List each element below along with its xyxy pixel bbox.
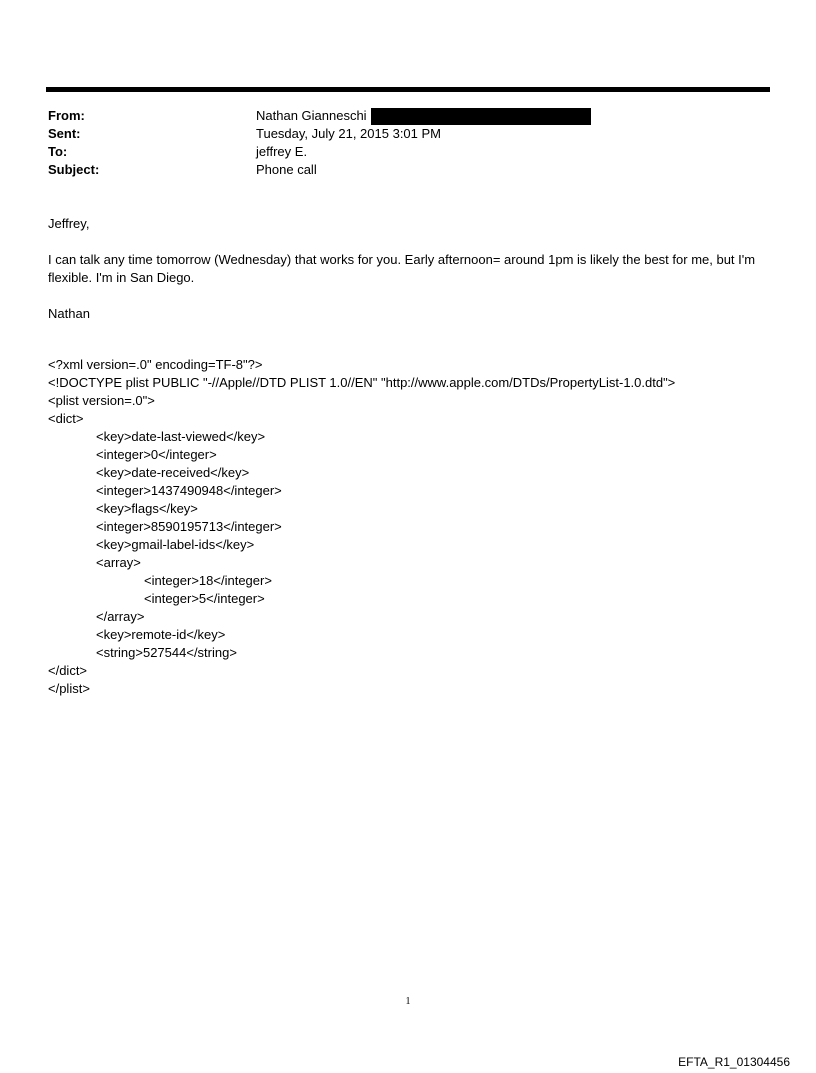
xml-line: <integer>5</integer> <box>144 591 265 606</box>
document-id: EFTA_R1_01304456 <box>678 1055 790 1069</box>
xml-line: <array> <box>96 555 141 570</box>
signature: Nathan <box>48 306 90 321</box>
email-header <box>48 107 591 179</box>
subject-row <box>48 161 591 179</box>
subject-value: Phone call <box>256 162 317 177</box>
sent-label: Sent: <box>48 126 81 141</box>
email-body <box>48 215 778 341</box>
xml-line: <dict> <box>48 411 84 426</box>
subject-label: Subject: <box>48 162 100 177</box>
sent-row <box>48 125 591 143</box>
xml-line: <?xml version=.0" encoding=TF-8"?> <box>48 357 263 372</box>
xml-line: <integer>18</integer> <box>144 573 272 588</box>
xml-line: </array> <box>96 609 145 624</box>
xml-line: <key>remote-id</key> <box>96 627 226 642</box>
to-row <box>48 143 591 161</box>
xml-line: <!DOCTYPE plist PUBLIC "-//Apple//DTD PLIST 1.0//EN" "http://www.apple.com/DTDs/PropertyList-1.0.dtd"> <box>48 375 676 390</box>
from-label: From: <box>48 108 85 123</box>
xml-line: <key>date-last-viewed</key> <box>96 429 266 444</box>
plist-xml-block <box>48 356 675 698</box>
sent-value: Tuesday, July 21, 2015 3:01 PM <box>256 126 441 141</box>
to-value: jeffrey E. <box>256 144 308 159</box>
page-number: 1 <box>405 996 411 1007</box>
xml-line: <integer>0</integer> <box>96 447 217 462</box>
xml-line: <key>flags</key> <box>96 501 198 516</box>
redaction-box <box>371 108 591 125</box>
xml-line: <key>date-received</key> <box>96 465 250 480</box>
xml-line: <integer>1437490948</integer> <box>96 483 282 498</box>
to-label: To: <box>48 144 68 159</box>
from-value: Nathan Gianneschi <box>256 108 367 123</box>
xml-line: <key>gmail-label-ids</key> <box>96 537 255 552</box>
from-value-wrap <box>256 107 591 125</box>
header-divider-rule <box>46 87 770 92</box>
xml-line: <string>527544</string> <box>96 645 237 660</box>
xml-line: <integer>8590195713</integer> <box>96 519 282 534</box>
xml-line: </dict> <box>48 663 88 678</box>
from-row <box>48 107 591 125</box>
greeting: Jeffrey, <box>48 216 90 231</box>
xml-line: <plist version=.0"> <box>48 393 155 408</box>
message-paragraph: I can talk any time tomorrow (Wednesday) that works for you. Early afternoon= around 1pm is likely the best for me, but I'm flexible. I'm in San Diego. <box>48 252 756 285</box>
xml-line: </plist> <box>48 681 90 696</box>
